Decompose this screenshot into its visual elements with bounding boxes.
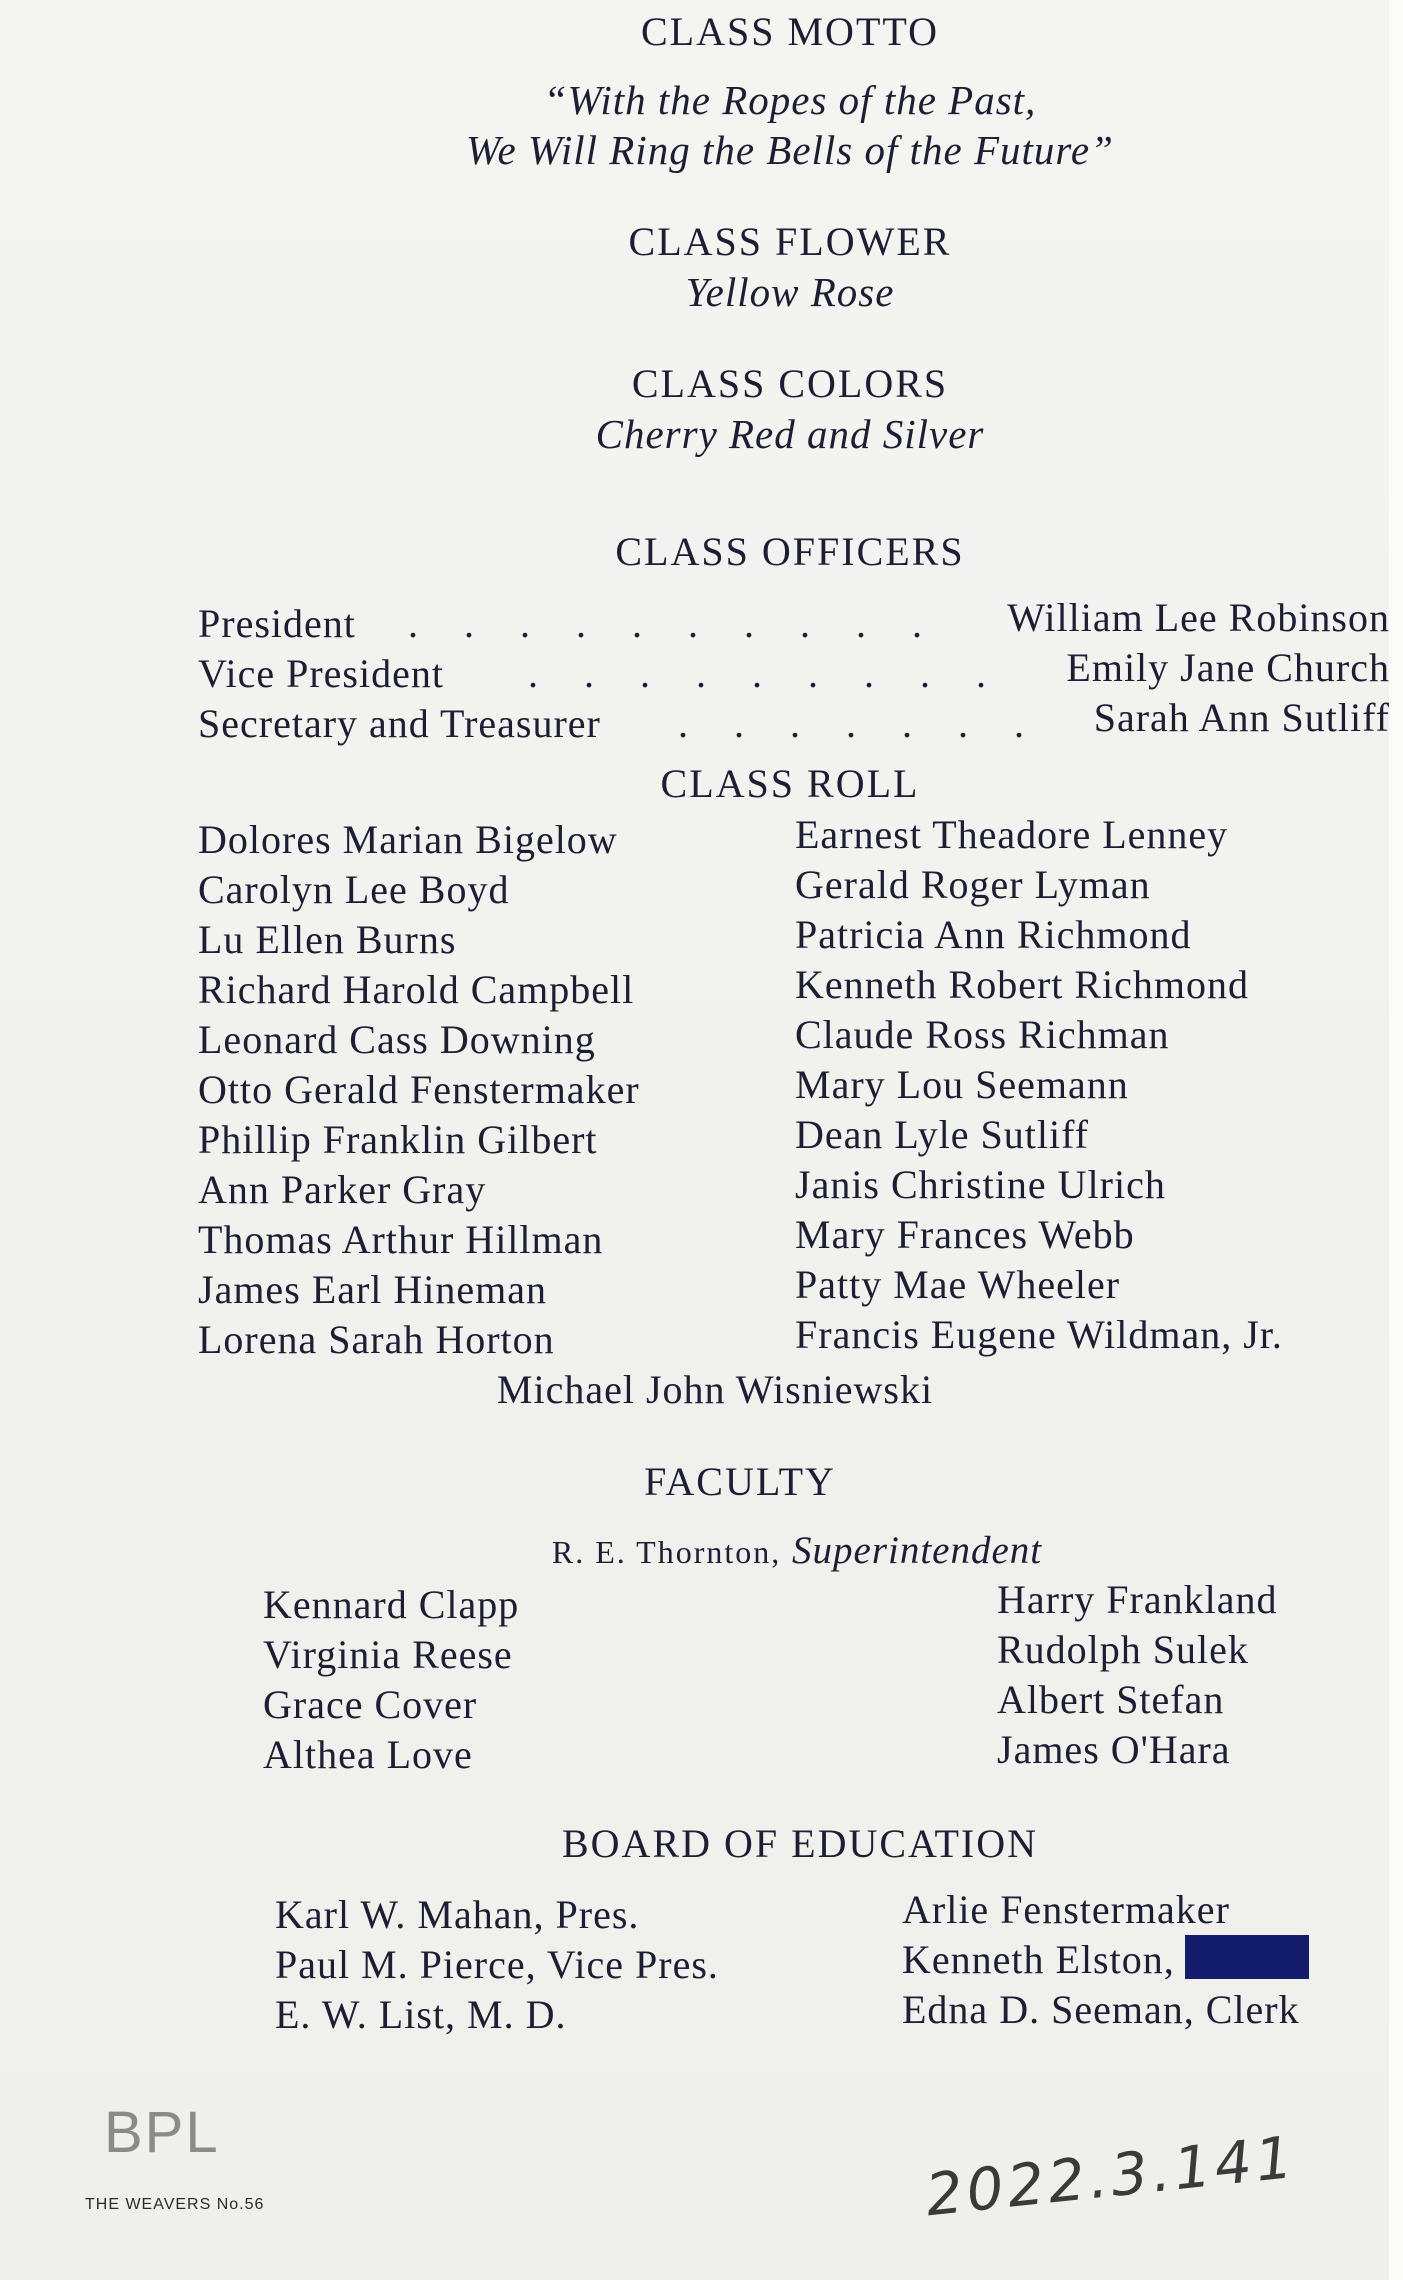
faculty-left-column (263, 1580, 519, 1780)
officer-row-president (198, 595, 1390, 650)
superintendent-name: R. E. Thornton, (551, 1534, 782, 1570)
motto-line-2: We Will Ring the Bells of the Future” (466, 127, 1114, 173)
roll-name: Francis Eugene Wildman, Jr. (795, 1312, 1283, 1357)
officer-title: Secretary and Treasurer (198, 701, 601, 746)
faculty-name: Althea Love (263, 1732, 473, 1777)
roll-name: Lu Ellen Burns (198, 917, 457, 962)
roll-name: Carolyn Lee Boyd (198, 867, 510, 912)
roll-name: Earnest Theadore Lenney (795, 812, 1229, 857)
board-member: Karl W. Mahan, Pres. (275, 1892, 640, 1937)
officer-name: William Lee Robinson (1007, 595, 1390, 640)
board-member: Paul M. Pierce, Vice Pres. (275, 1942, 719, 1987)
roll-name: Claude Ross Richman (795, 1012, 1170, 1057)
roll-name: Ann Parker Gray (198, 1167, 487, 1212)
roll-name: Phillip Franklin Gilbert (198, 1117, 598, 1162)
board-member (902, 1935, 1309, 1985)
flower-heading: CLASS FLOWER (628, 219, 952, 264)
officer-name: Emily Jane Church (1066, 645, 1390, 690)
roll-name: Janis Christine Ulrich (795, 1162, 1166, 1207)
officer-title: President (198, 601, 356, 646)
colors-heading: CLASS COLORS (631, 361, 949, 406)
colors-value: Cherry Red and Silver (595, 411, 985, 457)
faculty-name: Albert Stefan (997, 1677, 1225, 1722)
roll-name: Kenneth Robert Richmond (795, 962, 1250, 1007)
faculty-name: Rudolph Sulek (997, 1627, 1249, 1672)
faculty-name: Harry Frankland (997, 1577, 1278, 1622)
faculty-right-column (997, 1575, 1277, 1775)
flower-value: Yellow Rose (685, 269, 895, 315)
board-right-column (902, 1885, 1309, 2035)
officer-title: Vice President (198, 651, 444, 696)
leader-dots: . . . . . . . . . (528, 651, 1004, 696)
redaction-block (1185, 1935, 1309, 1979)
roll-name: Mary Lou Seemann (795, 1062, 1129, 1107)
faculty-name: Virginia Reese (263, 1632, 513, 1677)
roll-name: Otto Gerald Fenstermaker (198, 1067, 640, 1112)
catalog-number: 2022.3.141 (922, 2122, 1300, 2230)
officer-name: Sarah Ann Sutliff (1093, 695, 1390, 740)
roll-name: Mary Frances Webb (795, 1212, 1135, 1257)
board-left-column (275, 1890, 719, 2040)
officer-row-vice-president (198, 645, 1390, 700)
roll-left-column (198, 815, 640, 1365)
page-edge (1389, 0, 1403, 2280)
roll-name: Richard Harold Campbell (198, 967, 635, 1012)
motto-line-1: “With the Ropes of the Past, (543, 77, 1037, 123)
roll-name: Thomas Arthur Hillman (198, 1217, 604, 1262)
board-heading: BOARD OF EDUCATION (561, 1821, 1039, 1866)
officer-row-secretary-treasurer (198, 695, 1390, 750)
superintendent-title: Superintendent (792, 1529, 1043, 1572)
roll-name: Gerald Roger Lyman (795, 862, 1151, 907)
faculty-name: Kennard Clapp (263, 1582, 520, 1627)
leader-dots: . . . . . . . (678, 701, 1042, 746)
officers-heading: CLASS OFFICERS (615, 529, 965, 574)
board-member: Arlie Fenstermaker (902, 1887, 1230, 1932)
roll-name: Patricia Ann Richmond (795, 912, 1192, 957)
roll-name: Patty Mae Wheeler (795, 1262, 1121, 1307)
leader-dots: . . . . . . . . . . (408, 601, 940, 646)
motto-heading: CLASS MOTTO (641, 9, 939, 54)
superintendent-line (0, 1528, 1403, 1573)
roll-right-column (795, 810, 1283, 1360)
faculty-heading: FACULTY (644, 1459, 836, 1504)
bpl-stamp: BPL (104, 2100, 220, 2165)
roll-name: Dean Lyle Sutliff (795, 1112, 1089, 1157)
roll-name: Lorena Sarah Horton (198, 1317, 555, 1362)
roll-heading: CLASS ROLL (660, 761, 920, 806)
printer-mark: THE WEAVERS No.56 (85, 2196, 265, 2213)
roll-name: Leonard Cass Downing (198, 1017, 596, 1062)
roll-name: James Earl Hineman (198, 1267, 547, 1312)
board-member-name: Kenneth Elston, (902, 1937, 1175, 1982)
faculty-name: James O'Hara (997, 1727, 1231, 1772)
roll-name: Dolores Marian Bigelow (198, 817, 618, 862)
faculty-name: Grace Cover (263, 1682, 478, 1727)
board-member: E. W. List, M. D. (275, 1992, 567, 2037)
board-member: Edna D. Seeman, Clerk (902, 1987, 1300, 2032)
roll-last-name: Michael John Wisniewski (496, 1367, 934, 1412)
